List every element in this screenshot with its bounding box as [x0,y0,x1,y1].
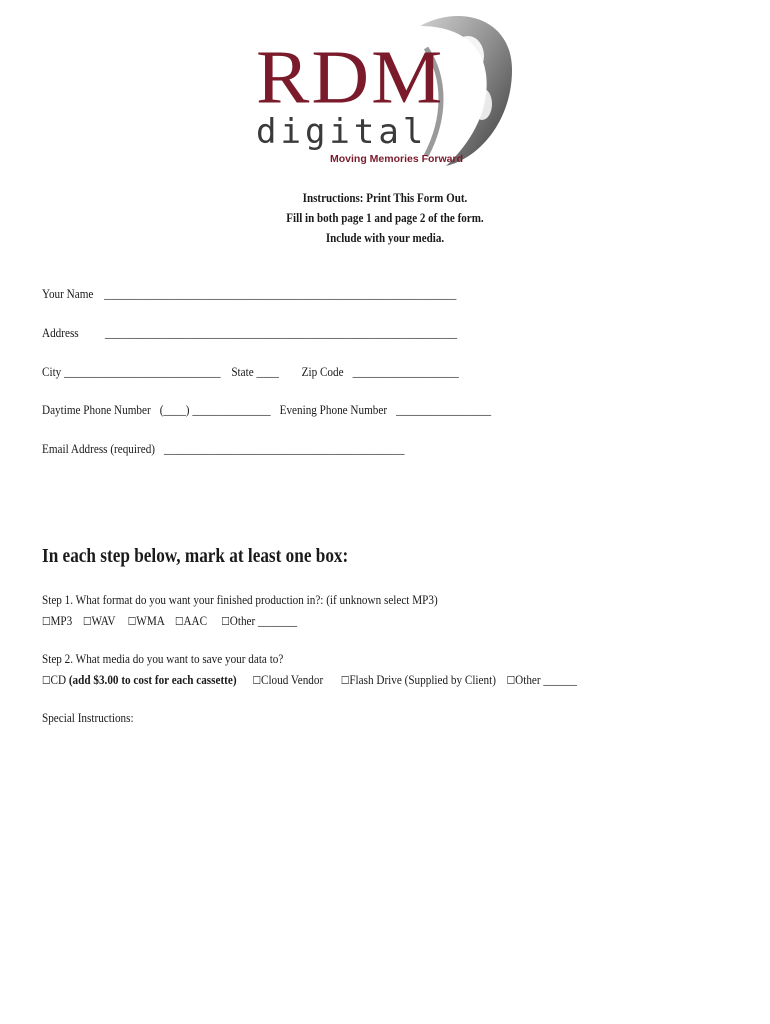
day-phone-label: Daytime Phone Number [42,402,151,417]
step2-options [42,672,577,688]
step1-option-aac[interactable]: ☐AAC [174,613,208,628]
checkbox-icon[interactable]: ☐ [174,615,184,628]
checkbox-icon[interactable]: ☐ [42,674,51,687]
name-field[interactable]: _______________________________________________________________ [104,286,457,301]
address-field[interactable]: _______________________________________________________________ [104,325,458,340]
step1-options [42,613,297,629]
step2-question: Step 2. What media do you want to save your data to? [42,651,284,666]
day-phone-field[interactable]: (____) ______________ [159,402,271,417]
eve-phone-label: Evening Phone Number [279,402,388,417]
checkbox-icon[interactable]: ☐ [42,615,51,628]
checkbox-icon[interactable]: ☐ [506,674,516,687]
zip-field[interactable]: ___________________ [352,364,459,379]
phone-row [42,402,491,418]
email-label: Email Address (required) [42,441,156,456]
checkbox-icon[interactable]: ☐ [82,615,92,628]
instruction-line-3: Include with your media. [325,230,445,245]
instruction-line-1: Instructions: Print This Form Out. [302,190,468,205]
zip-label: Zip Code [301,364,344,379]
step2-option-cloud[interactable]: ☐Cloud Vendor [252,672,324,687]
logo-brand: RDM [256,36,445,120]
step1-option-other[interactable]: ☐Other _______ [221,613,298,628]
checkbox-icon[interactable]: ☐ [252,674,261,687]
step2-option-flash-drive[interactable]: ☐Flash Drive (Supplied by Client) [340,672,496,687]
step1-option-wav[interactable]: ☐WAV [82,613,116,628]
checkbox-icon[interactable]: ☐ [221,615,230,628]
logo-tagline: Moving Memories Forward [330,153,464,165]
name-row [42,286,456,302]
address-label: Address [42,325,79,340]
logo-subtitle: digital [256,112,428,152]
instruction-line-2: Fill in both page 1 and page 2 of the form. [286,210,484,225]
checkbox-icon[interactable]: ☐ [340,674,350,687]
name-label: Your Name [42,286,94,301]
step1-option-mp3[interactable]: ☐MP3 [42,613,73,628]
city-state-zip-row [42,364,459,380]
eve-phone-field[interactable]: _________________ [396,402,492,417]
city-label: City [42,364,62,379]
steps-heading: In each step below, mark at least one box: [42,545,349,567]
checkbox-icon[interactable]: ☐ [127,615,137,628]
rdm-digital-logo [250,8,520,173]
step1-option-wma[interactable]: ☐WMA [127,613,165,628]
email-row [42,441,404,457]
state-label: State [231,364,254,379]
step1-question: Step 1. What format do you want your finished production in?: (if unknown select MP3) [42,592,438,607]
step2-option-cd[interactable]: ☐CD (add $3.00 to cost for each cassette) [42,672,237,687]
city-field[interactable]: ____________________________ [64,364,221,379]
email-field[interactable]: ___________________________________________ [164,441,405,456]
special-instructions-label: Special Instructions: [42,710,134,725]
address-row [42,325,457,341]
state-field[interactable]: ____ [256,364,279,379]
instructions-block [58,188,713,248]
step2-option-other[interactable]: ☐Other ______ [506,672,577,687]
cd-cost-note: (add $3.00 to cost for each cassette) [68,672,237,687]
